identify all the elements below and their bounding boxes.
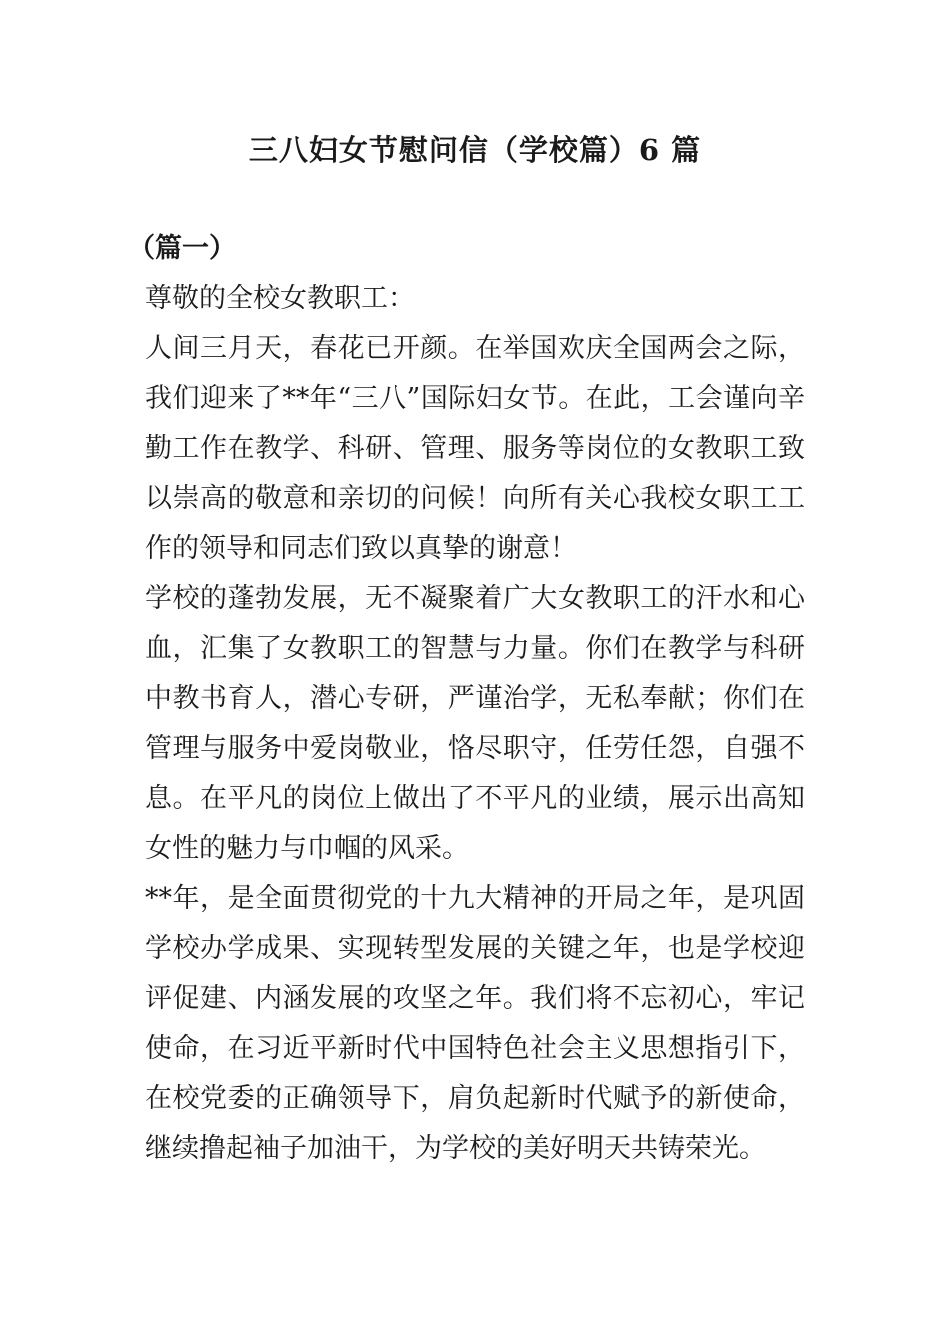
paragraph-2: 学校的蓬勃发展，无不凝聚着广大女教职工的汗水和心血，汇集了女教职工的智慧与力量。你们在教学与科研中教书育人，潜心专研，严谨治学，无私奉献；你们在管理与服务中爱岗敬业，恪尽职守，任劳任怨，自强不息。在平凡的岗位上做出了不平凡的业绩，展示出高知女性的魅力与巾帼的风采。 xyxy=(145,583,805,864)
document-title: 三八妇女节慰问信（学校篇）6 篇 xyxy=(248,133,702,167)
paragraph-1: 人间三月天，春花已开颜。在举国欢庆全国两会之际，我们迎来了**年“三八”国际妇女节。在此，工会谨向辛勤工作在教学、科研、管理、服务等岗位的女教职工致以崇高的敬意和亲切的问候！向所有关心我校女职工工作的领导和同志们致以真挚的谢意！ xyxy=(145,333,805,564)
document-body xyxy=(128,224,805,1174)
salutation: 尊敬的全校女教职工： xyxy=(145,283,415,314)
section-heading: （篇一） xyxy=(128,233,236,264)
paragraph-3: **年，是全面贯彻党的十九大精神的开局之年，是巩固学校办学成果、实现转型发展的关键之年，也是学校迎评促建、内涵发展的攻坚之年。我们将不忘初心，牢记使命，在习近平新时代中国特色社会主义思想指引下，在校党委的正确领导下，肩负起新时代赋予的新使命，继续撸起袖子加油干，为学校的美好明天共铸荣光。 xyxy=(145,883,805,1164)
